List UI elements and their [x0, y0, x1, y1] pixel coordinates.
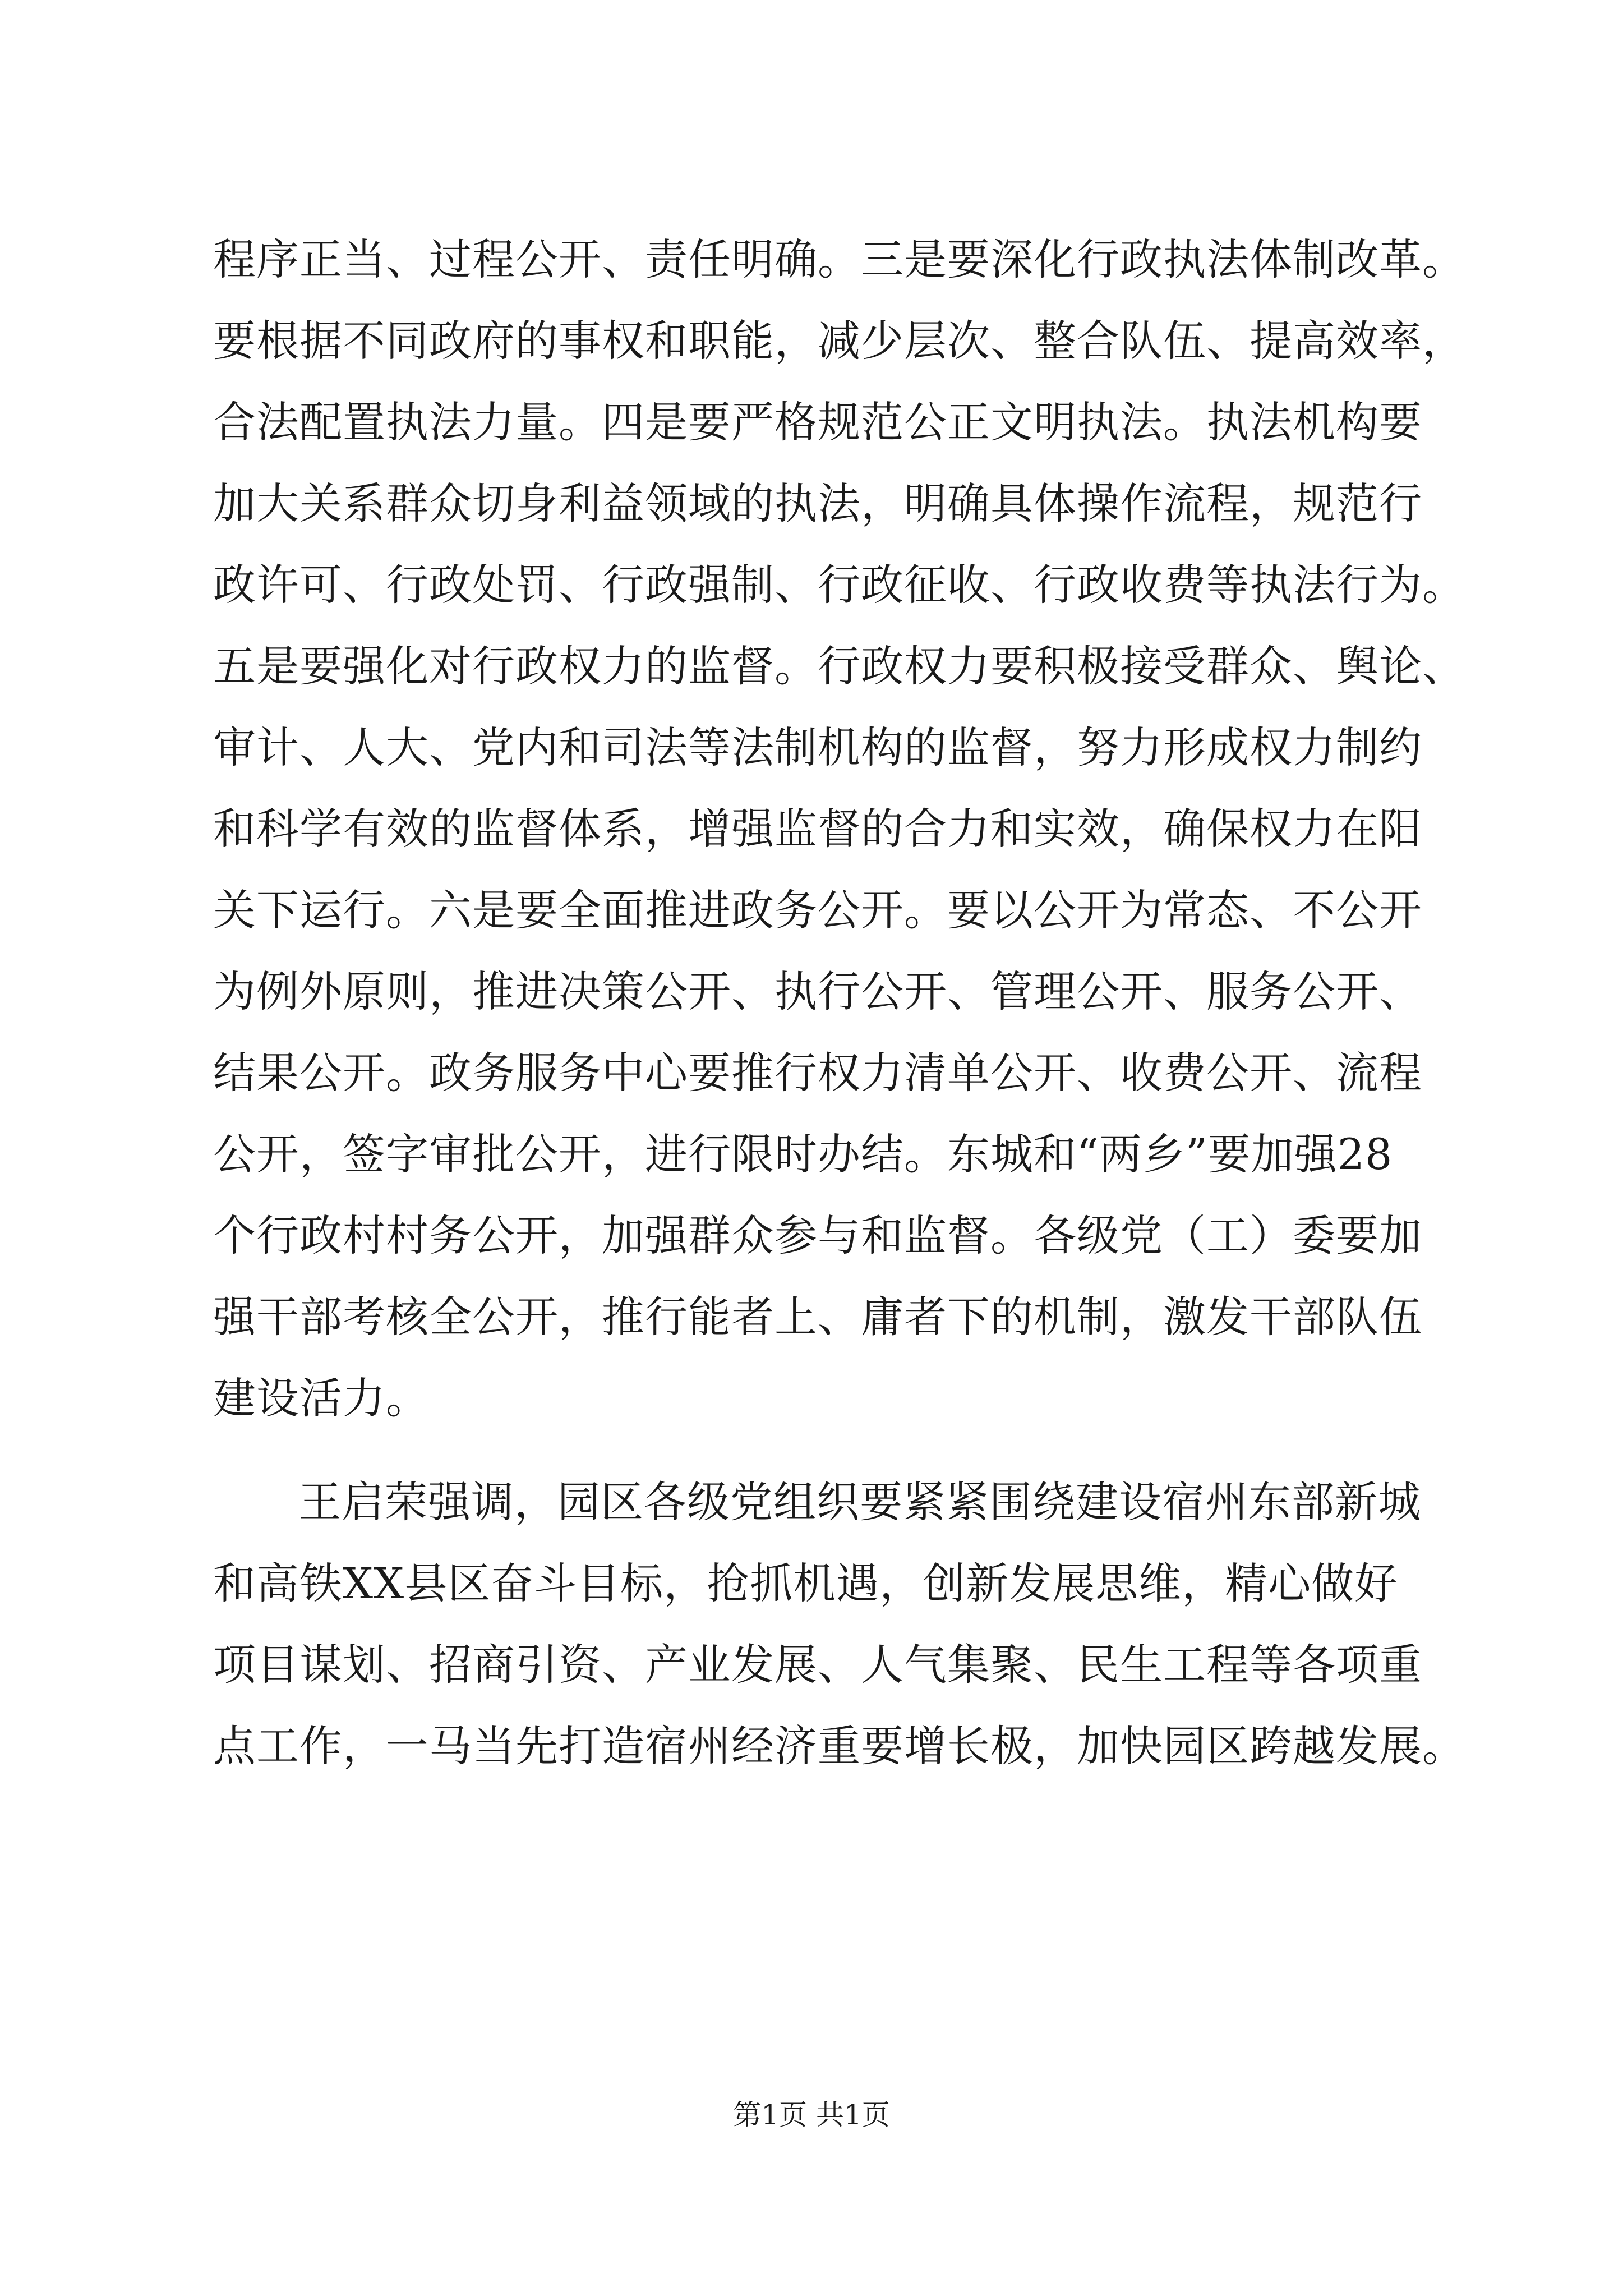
text-line: 合法配置执法力量。四是要严格规范公正文明执法。执法机构要: [213, 397, 1422, 447]
text-line: 和高铁XX县区奋斗目标，抢抓机遇，创新发展思维，精心做好: [213, 1558, 1398, 1608]
text-line: 点工作，一马当先打造宿州经济重要增长极，加快园区跨越发展。: [213, 1721, 1465, 1771]
text-line: 为例外原则，推进决策公开、执行公开、管理公开、服务公开、: [213, 967, 1422, 1016]
text-line: 个行政村村务公开，加强群众参与和监督。各级党（工）委要加: [213, 1211, 1422, 1260]
text-line: 政许可、行政处罚、行政强制、行政征收、行政收费等执法行为。: [213, 560, 1465, 610]
document-body: [213, 219, 1465, 1787]
text-line: 程序正当、过程公开、责任明确。三是要深化行政执法体制改革。: [213, 234, 1465, 284]
page-number-label: 第1页 共1页: [733, 2099, 890, 2131]
page-footer: [0, 2098, 1623, 2132]
text-line: 项目谋划、招商引资、产业发展、人气集聚、民生工程等各项重: [213, 1640, 1422, 1690]
text-line: 强干部考核全公开，推行能者上、庸者下的机制，激发干部队伍: [213, 1292, 1422, 1342]
text-line: 建设活力。: [213, 1373, 429, 1423]
text-line: 结果公开。政务服务中心要推行权力清单公开、收费公开、流程: [213, 1048, 1422, 1098]
text-line: 王启荣强调，园区各级党组织要紧紧围绕建设宿州东部新城: [298, 1477, 1421, 1527]
text-line: 审计、人大、党内和司法等法制机构的监督，努力形成权力制约: [213, 723, 1422, 772]
text-line: 公开，签字审批公开，进行限时办结。东城和“两乡”要加强28: [213, 1129, 1393, 1179]
text-line: 五是要强化对行政权力的监督。行政权力要积极接受群众、舆论、: [213, 641, 1465, 691]
text-line: 和科学有效的监督体系，增强监督的合力和实效，确保权力在阳: [213, 804, 1422, 854]
paragraph: [213, 1461, 1465, 1787]
text-line: 要根据不同政府的事权和职能，减少层次、整合队伍、提高效率，: [213, 316, 1465, 366]
text-line: 加大关系群众切身利益领域的执法，明确具体操作流程，规范行: [213, 478, 1422, 528]
text-line: 关下运行。六是要全面推进政务公开。要以公开为常态、不公开: [213, 885, 1422, 935]
paragraph: [213, 219, 1465, 1439]
